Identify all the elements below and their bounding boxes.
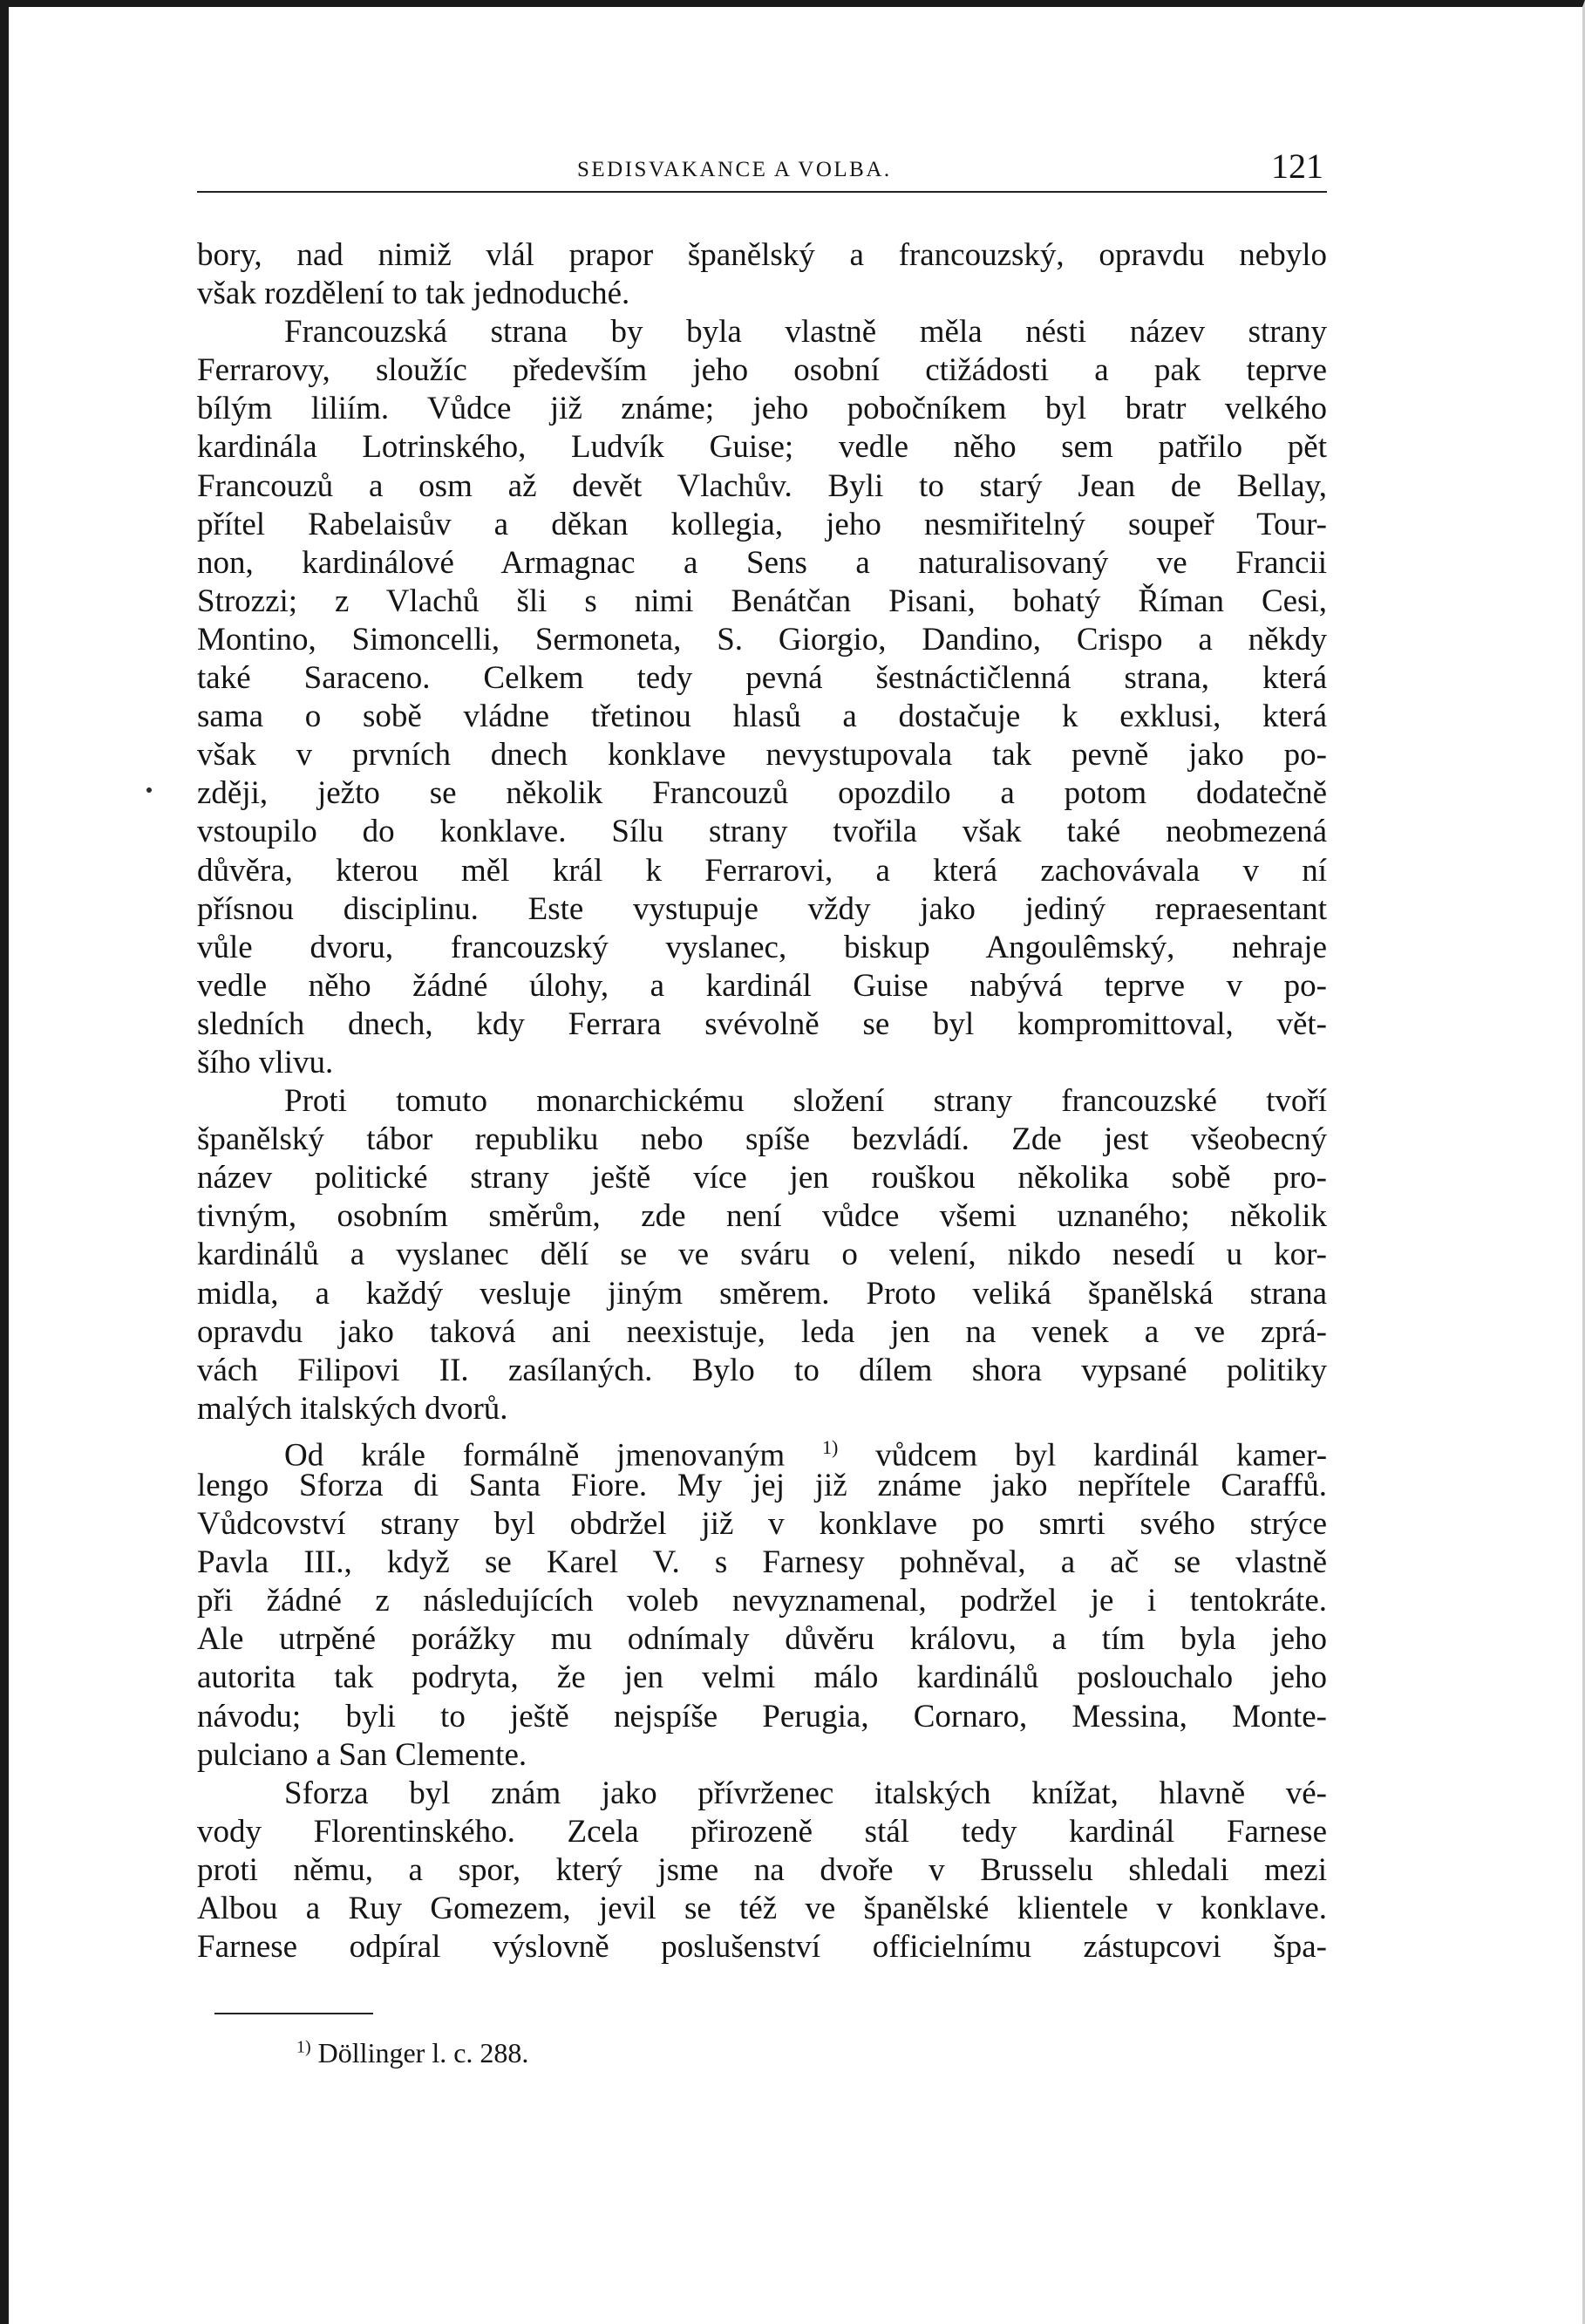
text-line: při žádné z následujících voleb nevyznamenal, podržel je i tentokráte. [197, 1583, 1327, 1619]
text-line: sama o sobě vládne třetinou hlasů a dostačuje k exklusi, která [197, 699, 1327, 735]
text-line: tivným, osobním směrům, zde není vůdce všemi uznaného; několik [197, 1198, 1327, 1235]
text-line: Francouzská strana by byla vlastně měla nésti název strany [284, 314, 1327, 351]
text-line: Vůdcovství strany byl obdržel již v konklave po smrti svého strýce [197, 1506, 1327, 1543]
text-line: opravdu jako taková ani neexistuje, leda jen na venek a ve zprá- [197, 1313, 1327, 1350]
text-line: přísnou disciplinu. Este vystupuje vždy jako jediný repraesentant [197, 890, 1327, 927]
text-line: Sforza byl znám jako přívrženec italských knížat, hlavně vé- [284, 1775, 1327, 1811]
text-line: sledních dnech, kdy Ferrara svévolně se byl kompromittoval, vět- [197, 1005, 1327, 1042]
text-line: Ferrarovy, sloužíc především jeho osobní ctižádosti a pak teprve [197, 352, 1327, 389]
footnote [296, 2037, 528, 2069]
footnote-divider [214, 2013, 373, 2014]
text-line: návodu; byli to ještě nejspíše Perugia, Cornaro, Messina, Monte- [197, 1698, 1327, 1734]
text-line: šího vlivu. [197, 1044, 334, 1080]
text-line-with-footnote-ref [197, 1428, 1328, 1474]
text-line: kardinálů a vyslanec dělí se ve sváru o velení, nikdo nesedí u kor- [197, 1237, 1327, 1273]
text-line: vstoupilo do konklave. Sílu strany tvořila však také neobmezená [197, 814, 1327, 850]
text-line: důvěra, kterou měl král k Ferrarovi, a která zachovávala v ní [197, 852, 1327, 889]
text-line: Montino, Simoncelli, Sermoneta, S. Giorgio, Dandino, Crispo a někdy [197, 621, 1327, 658]
text-segment: vůdcem byl kardinál kamer- [875, 1437, 1328, 1474]
text-line: lengo Sforza di Santa Fiore. My jej již známe jako nepřítele Caraffů. [197, 1468, 1327, 1503]
text-segment: Od krále formálně jmenovaným [284, 1437, 786, 1474]
body-text [197, 236, 1327, 1966]
text-line: Francouzů a osm až devět Vlachův. Byli to starý Jean de Bellay, [197, 467, 1327, 504]
running-head: SEDISVAKANCE A VOLBA. [577, 158, 892, 181]
text-line: také Saraceno. Celkem tedy pevná šestnáctičlenná strana, která [197, 660, 1327, 697]
text-line: Farnese odpíral výslovně poslušenství officielnímu zástupcovi špa- [197, 1929, 1327, 1966]
page-header [197, 144, 1327, 193]
text-line: malých italských dvorů. [197, 1390, 508, 1427]
text-line: proti němu, a spor, který jsme na dvoře v Brusselu shledali mezi [197, 1851, 1327, 1888]
text-line: bory, nad nimiž vlál prapor španělský a francouzský, opravdu nebylo [197, 237, 1327, 273]
print-speck [146, 787, 152, 793]
text-line: autorita tak podryta, že jen velmi málo kardinálů poslouchalo jeho [197, 1660, 1327, 1696]
text-line: však v prvních dnech konklave nevystupovala tak pevně jako po- [197, 737, 1327, 774]
text-line: kardinála Lotrinského, Ludvík Guise; vedle něho sem patřilo pět [197, 429, 1327, 466]
text-line: pulciano a San Clemente. [197, 1736, 527, 1773]
text-line: název politické strany ještě více jen rouškou několika sobě pro- [197, 1160, 1327, 1196]
text-line: vedle něho žádné úlohy, a kardinál Guise nabývá teprve v po- [197, 967, 1327, 1004]
text-line: zději, ježto se několik Francouzů opozdilo a potom dodatečně [197, 775, 1327, 812]
text-line: vůle dvoru, francouzský vyslanec, biskup Angoulêmský, nehraje [197, 929, 1327, 965]
footnote-text: Döllinger l. c. 288. [317, 2037, 529, 2068]
text-line: Pavla III., když se Karel V. s Farnesy pohněval, a ač se vlastně [197, 1544, 1327, 1581]
text-line: však rozdělení to tak jednoduché. [197, 276, 630, 312]
footnote-marker: 1) [296, 2037, 311, 2057]
text-line: přítel Rabelaisův a děkan kollegia, jeho nesmiřitelný soupeř Tour- [197, 506, 1327, 542]
text-line: vách Filipovi II. zasílaných. Bylo to dílem shora vypsané politiky [197, 1352, 1327, 1388]
text-line: španělský tábor republiku nebo spíše bezvládí. Zde jest všeobecný [197, 1121, 1327, 1158]
text-line: midla, a každý vesluje jiným směrem. Proto veliká španělská strana [197, 1275, 1327, 1312]
text-line: Albou a Ruy Gomezem, jevil se též ve španělské klientele v konklave. [197, 1891, 1327, 1927]
text-line: Proti tomuto monarchickému složení strany francouzské tvoří [284, 1083, 1327, 1120]
text-line: non, kardinálové Armagnac a Sens a naturalisovaný ve Francii [197, 544, 1327, 581]
footnote-reference: 1) [821, 1435, 839, 1458]
page-number: 121 [1271, 147, 1323, 186]
text-line: vody Florentinského. Zcela přirozeně stál tedy kardinál Farnese [197, 1813, 1327, 1850]
text-line: bílým liliím. Vůdce již známe; jeho pobočníkem byl bratr velkého [197, 391, 1327, 427]
text-line: Strozzi; z Vlachů šli s nimi Benátčan Pisani, bohatý Říman Cesi, [197, 583, 1327, 619]
text-line: Ale utrpěné porážky mu odnímaly důvěru královu, a tím byla jeho [197, 1621, 1327, 1658]
